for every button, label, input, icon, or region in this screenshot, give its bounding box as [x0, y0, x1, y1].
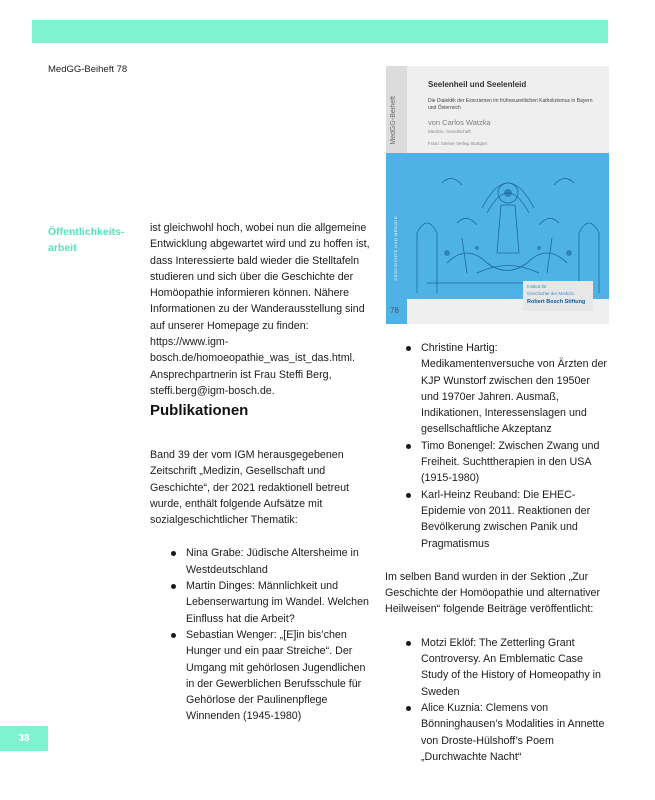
list-item: Timo Bonengel: Zwischen Zwang und Freiheit. Suchttherapien in den USA (1915-1980) — [403, 438, 610, 487]
list-item: Motzi Eklöf: The Zetterling Grant Controversy. An Emblematic Case Study of the History of Homeopathy in Sweden — [403, 635, 610, 700]
list-item: Nina Grabe: Jüdische Altersheime in Westdeutschland — [168, 545, 375, 578]
list-item: Sebastian Wenger: „[E]in bis’chen Hunger und ein paar Streiche“. Der Umgang mit gehörlosen Jugendlichen in der Gewerblichen Berufsschule für Gehörlose der Paulinenpflege Winnenden (1945-1980) — [168, 627, 375, 725]
book-cover-image — [386, 66, 609, 324]
margin-label-line2: arbeit — [48, 242, 77, 254]
left-body — [150, 447, 375, 725]
right-column — [385, 340, 610, 765]
list-item: Martin Dinges: Männlichkeit und Lebenserwartung im Wandel. Welchen Einfluss hat die Arbeit? — [168, 578, 375, 627]
article-list-right-2 — [403, 635, 610, 765]
cover-logo-line3: Robert Bosch Stiftung — [527, 299, 586, 305]
article-list-right — [403, 340, 610, 552]
cover-spine-small: GESCHICHTE UND MEDIZIN — [393, 216, 398, 281]
list-item: Christine Hartig: Medikamentenversuche von Ärzten der KJP Wunstorf zwischen den 1950er und 1970er Jahren. Ausmaß, Indikationen, Interessenslagen und gesellschaftliche Akzeptanz — [403, 340, 610, 438]
section-heading: Publikationen — [150, 402, 249, 419]
intro-paragraph: ist gleichwohl hoch, wobei nun die allgemeine Entwicklung abgewartet wird und zu hoffen ist, dass Interessierte bald wieder die Stelltafeln studieren und sich über die Geschichte der Homöopathie informieren können. Nähere Informationen zu der Wanderausstellung sind auf unserer Homepage zu finden: https://www.igm-bosch.de/homoeopathie_was_ist_das.html. Ansprechpartnerin ist Frau Steffi Berg, steffi.berg@igm-bosch.de. — [150, 222, 370, 397]
cover-illustration — [407, 153, 609, 299]
cover-logo-line1: Institut für — [527, 284, 547, 289]
cover-logo-line2: Geschichte der Medizin — [527, 291, 575, 296]
cover-illustration-svg — [407, 153, 609, 299]
cover-publisher-logo — [523, 281, 593, 311]
series-title: MedGG-Beiheft 78 — [48, 64, 128, 75]
page-number: 38 — [0, 726, 48, 751]
cover-subtitle: Die Dialektik der Exorzismen im frühneuzeitlichen Katholizismus in Bayern und Österreich — [428, 98, 593, 111]
cover-author: von Carlos Watzka — [428, 118, 491, 127]
list-item: Karl-Heinz Reuband: Die EHEC-Epidemie von 2011. Reaktionen der Bevölkerung zwischen Panik und Pragmatismus — [403, 487, 610, 552]
margin-label — [48, 224, 138, 256]
cover-volume-number: 78 — [390, 306, 399, 315]
cover-note: Medizin, Gesellschaft — [428, 129, 471, 134]
cover-spine-text: MedGG-Beiheft — [390, 96, 397, 145]
cover-publisher: Franz Steiner Verlag Stuttgart — [428, 141, 488, 146]
section-paragraph: Im selben Band wurden in der Sektion „Zur Geschichte der Homöopathie und alternativer Heilweisen“ folgende Beiträge veröffentlicht: — [385, 570, 601, 616]
list-item: Alice Kuznia: Clemens von Bönninghausen’s Modalities in Annette von Droste-Hülshoff’s Poem „Durchwachte Nacht“ — [403, 700, 610, 765]
cover-title: Seelenheil und Seelenleid — [428, 80, 527, 89]
article-list-left — [168, 545, 375, 724]
header-accent-bar — [32, 20, 608, 43]
margin-label-line1: Öffentlichkeits- — [48, 226, 125, 238]
left-intro — [150, 220, 375, 399]
publications-paragraph: Band 39 der vom IGM herausgegebenen Zeitschrift „Medizin, Gesellschaft und Geschichte“, der 2021 redaktionell betreut wurde, enthält folgende Aufsätze mit sozialgeschichtlicher Thematik: — [150, 449, 350, 527]
